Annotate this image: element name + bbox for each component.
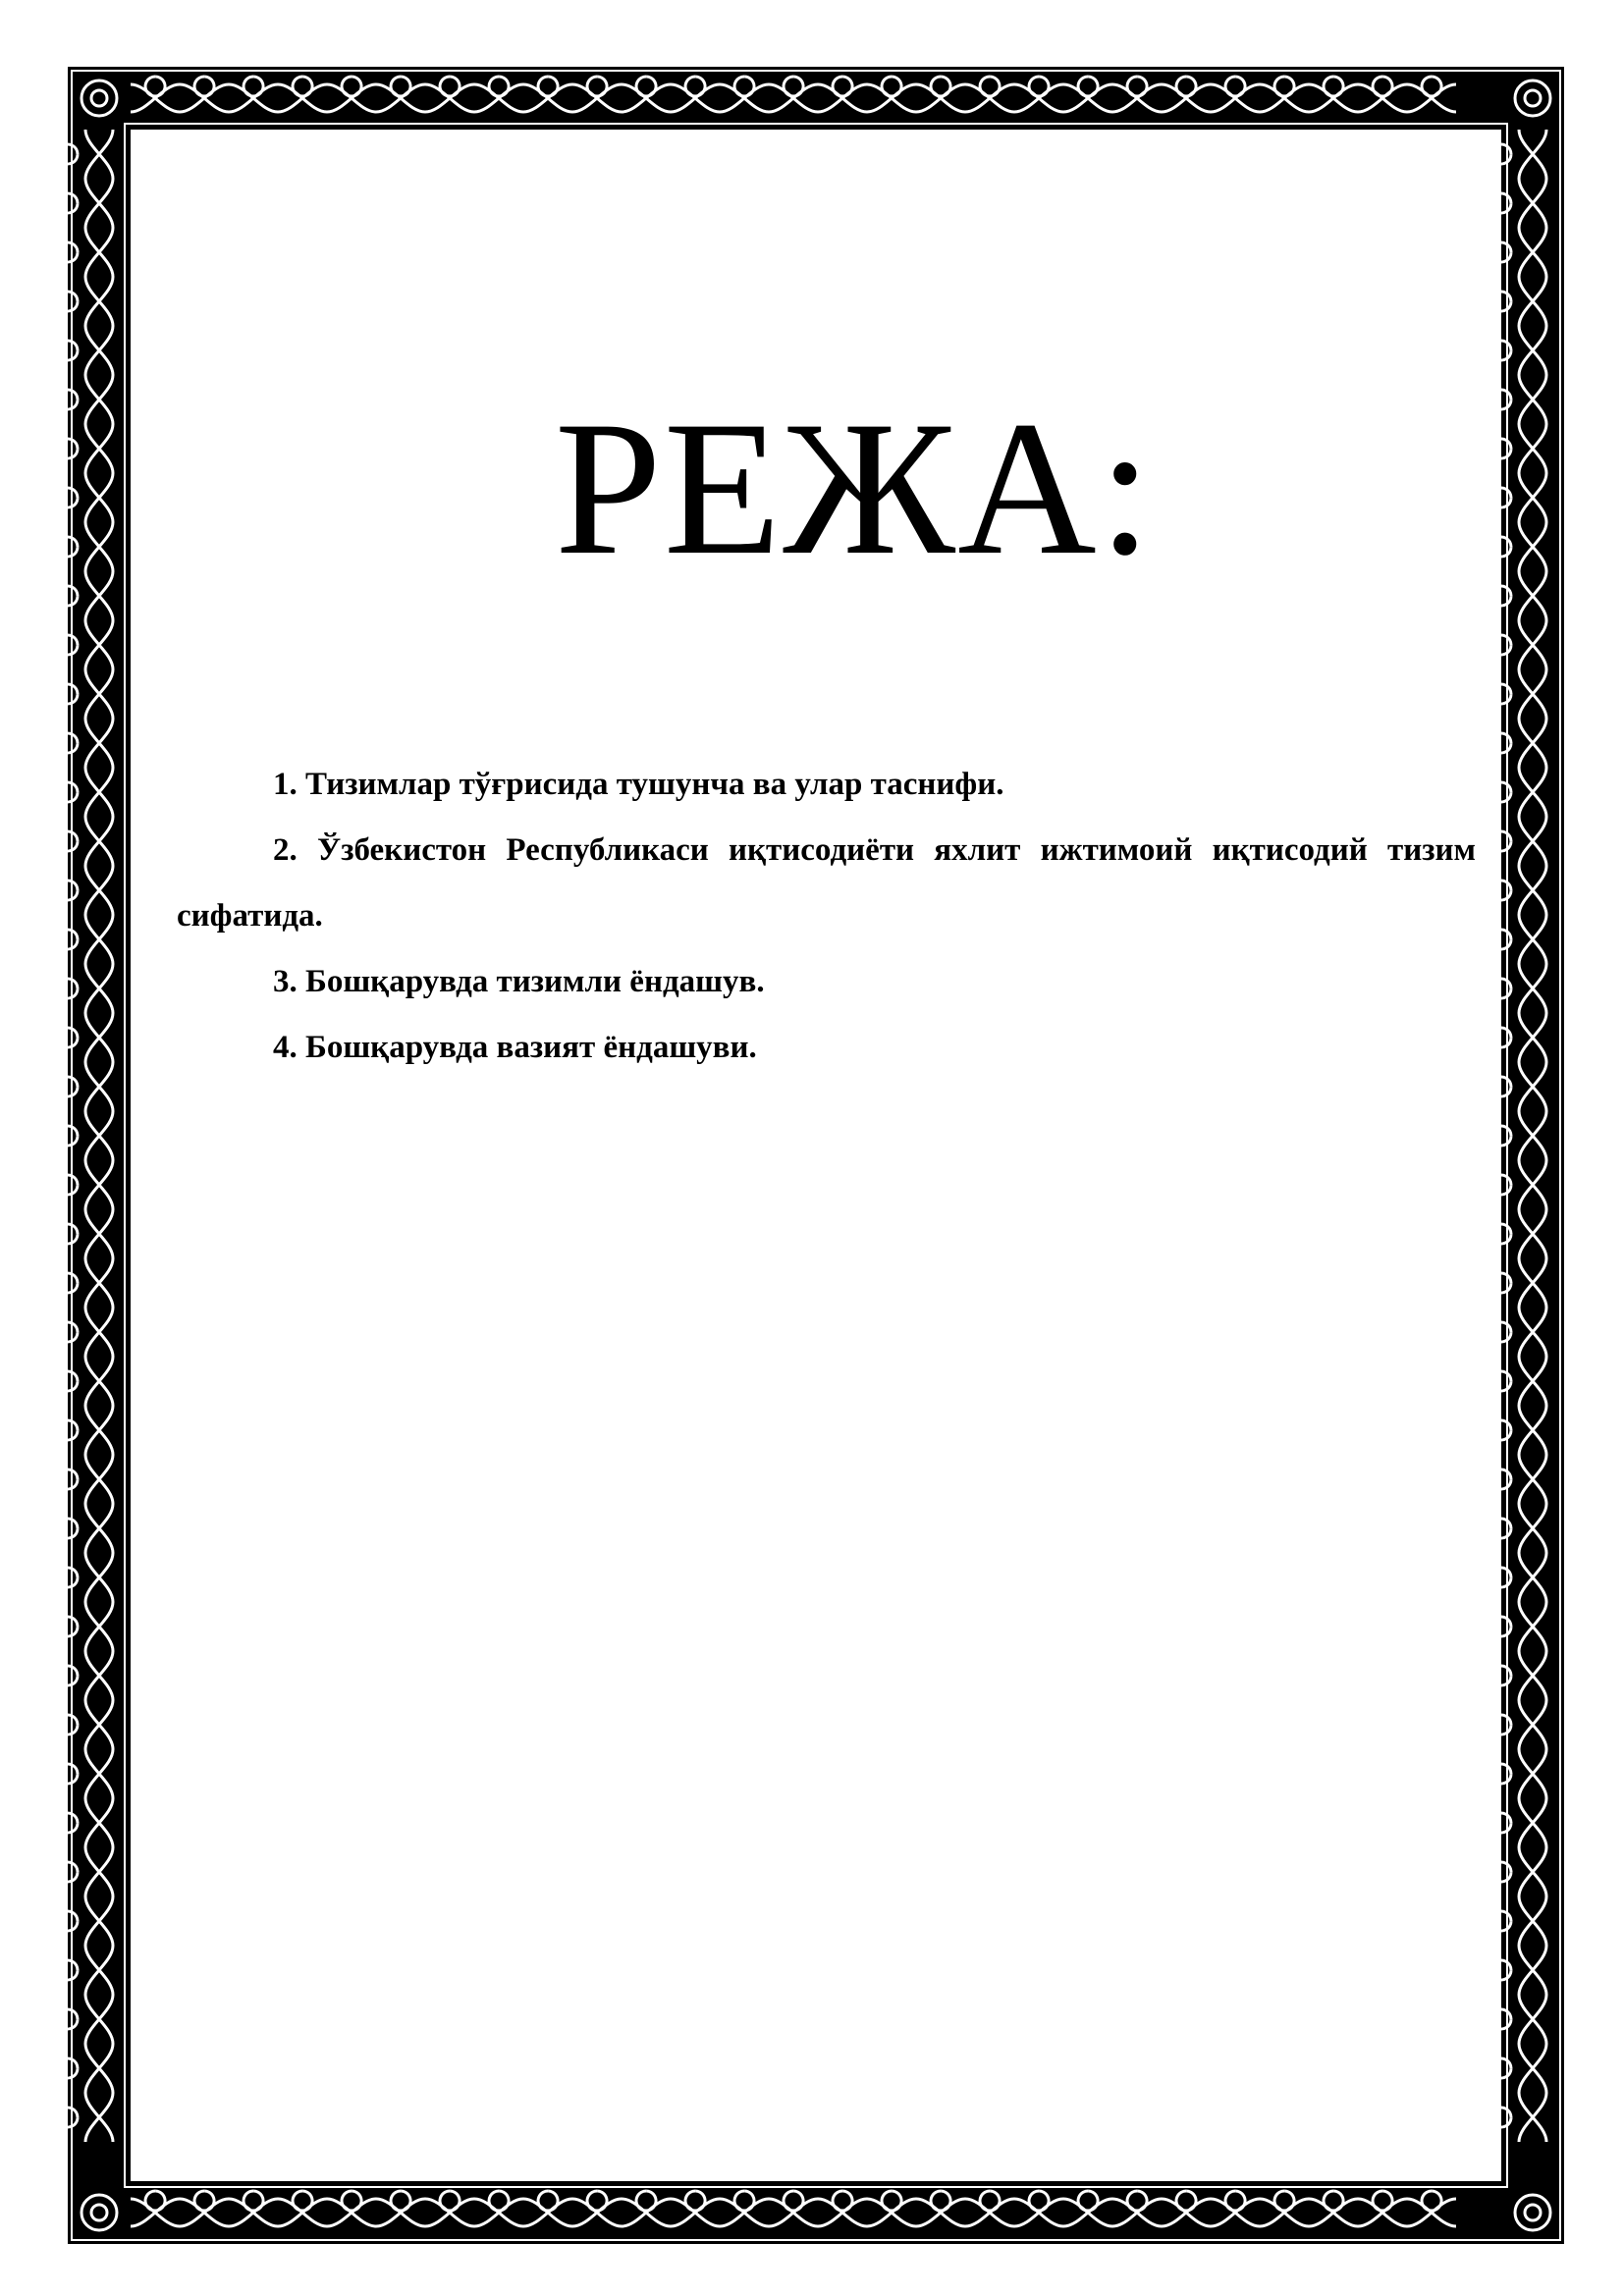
plan-item-3: 3. Бошқарувда тизимли ёндашув. <box>273 964 765 999</box>
plan-item-2: 2. Ўзбекистон Республикаси иқтисодиёти яхлит ижтимоий иқтисодий тизим сифатида. <box>177 832 1476 934</box>
page-content <box>177 382 1476 1081</box>
page-title: РЕЖА: <box>554 382 1155 595</box>
plan-list <box>177 752 1476 1081</box>
plan-item-1: 1. Тизимлар тўғрисида тушунча ва улар таснифи. <box>273 767 1004 802</box>
plan-item-4: 4. Бошқарувда вазият ёндашуви. <box>273 1030 757 1065</box>
